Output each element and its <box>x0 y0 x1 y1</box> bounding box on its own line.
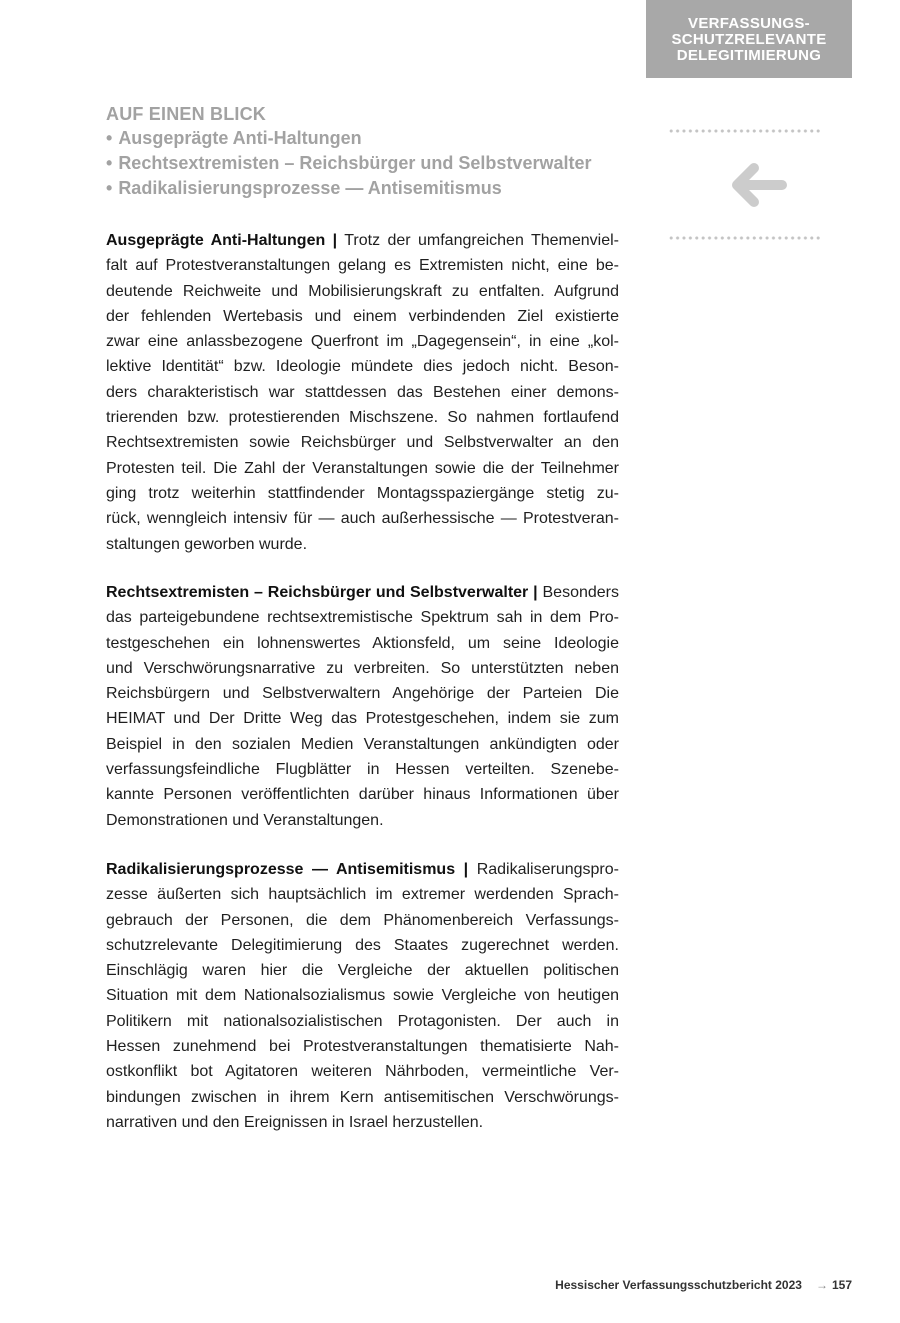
at-a-glance-item <box>106 151 626 176</box>
paragraph-line: staltungen geworben wurde. <box>106 535 308 553</box>
at-a-glance-item-text: Radikalisierungsprozesse — Antisemitismus <box>118 178 502 198</box>
page-number: 157 <box>831 1278 852 1292</box>
paragraph-line: deutende Reichweite und Mobilisierungskraft zu entfalten. Aufgrund <box>106 282 619 300</box>
paragraph-line: schutzrelevante Delegitimierung des Staates zugerechnet werden. <box>106 936 619 954</box>
paragraph-line: ging trotz weiterhin stattfindender Montagsspaziergänge stetig zu- <box>106 484 619 502</box>
publication-title: Hessischer Verfassungsschutzbericht 2023 <box>555 1278 802 1292</box>
at-a-glance-item <box>106 126 626 151</box>
page-footer <box>555 1278 852 1292</box>
paragraph-line: narrativen und den Ereignissen in Israel herzustellen. <box>106 1113 484 1131</box>
at-a-glance-title: AUF EINEN BLICK <box>106 104 266 124</box>
paragraph-line: Reichsbürgern und Selbstverwaltern Angehörige der Parteien Die <box>106 685 619 703</box>
paragraph-line: und Verschwörungsnarrative zu verbreiten. So unterstützten neben <box>106 659 619 677</box>
paragraph-line: Demonstrationen und Veranstaltungen. <box>106 811 384 829</box>
paragraph-line: zesse äußerten sich hauptsächlich im extremer werdenden Sprach- <box>106 886 619 904</box>
paragraph-line: falt auf Protestveranstaltungen gelang es Extremisten nicht, eine be- <box>106 257 619 275</box>
paragraph-line: Rechtsextremisten sowie Reichsbürger und Selbstverwalter an den <box>106 434 619 452</box>
paragraph-line: trierenden bzw. protestierenden Mischszene. So nahmen fortlaufend <box>106 409 619 427</box>
paragraph-line: Radikalisierungsprozesse — Antisemitismus | Radikaliserungspro- <box>106 861 619 878</box>
section-radikalisierung <box>106 857 619 1135</box>
section-lead: Radikalisierungsprozesse — Antisemitismus | <box>106 861 469 878</box>
paragraph-line: verfassungsfeindliche Flugblätter in Hessen verteilten. Szenebe- <box>106 761 619 779</box>
section-lead: Rechtsextremisten – Reichsbürger und Selbstverwalter | <box>106 584 538 601</box>
paragraph-line: Einschlägig waren hier die Vergleiche der aktuellen politischen <box>106 962 619 980</box>
bullet-icon: • <box>106 153 113 173</box>
chapter-tab-line-1: VERFASSUNGS- <box>688 15 810 32</box>
paragraph-line: Politikern mit nationalsozialistischen Protagonisten. Der auch in <box>106 1012 619 1030</box>
dotted-divider-bottom <box>668 236 822 240</box>
bullet-icon: • <box>106 178 113 198</box>
paragraph-line: der fehlenden Wertebasis und einem verbindenden Ziel existierte <box>106 307 619 325</box>
left-arrow-icon <box>724 160 790 210</box>
right-arrow-icon: → <box>815 1278 828 1292</box>
paragraph-line: lektive Identität“ bzw. Ideologie mündete dies jedoch nicht. Beson- <box>106 358 619 376</box>
section-rechtsextremisten <box>106 580 619 833</box>
paragraph-line: gebrauch der Personen, die dem Phänomenbereich Verfassungs- <box>106 911 619 929</box>
chapter-tab-line-3: DELEGITIMIERUNG <box>676 47 822 64</box>
dotted-divider-top <box>668 129 822 133</box>
paragraph-line: bindungen zwischen in ihrem Kern antisemitischen Verschwörungs- <box>106 1088 619 1106</box>
paragraph-line: kannte Personen veröffentlichten darüber hinaus Informationen über <box>106 786 619 804</box>
paragraph-line: das parteigebundene rechtsextremistische Spektrum sah in dem Pro- <box>106 609 619 627</box>
at-a-glance-box <box>106 102 626 201</box>
at-a-glance-item <box>106 176 626 201</box>
paragraph-line: zwar eine anlassbezogene Querfront im „Dagegensein“, in eine „kol- <box>106 333 619 351</box>
paragraph-line: ostkonflikt bot Agitatoren weiteren Nährboden, vermeintliche Ver- <box>106 1063 619 1081</box>
chapter-tab <box>646 0 852 78</box>
at-a-glance-item-text: Ausgeprägte Anti-Haltungen <box>118 128 362 148</box>
bullet-icon: • <box>106 128 113 148</box>
section-anti-haltungen <box>106 228 619 557</box>
section-lead: Ausgeprägte Anti-Haltungen | <box>106 232 338 249</box>
chapter-tab-line-2: SCHUTZRELEVANTE <box>671 31 827 48</box>
paragraph-line: Situation mit dem Nationalsozialismus sowie Vergleiche von heutigen <box>106 987 619 1005</box>
paragraph-line: Hessen zunehmend bei Protestveranstaltungen thematisierte Nah- <box>106 1038 619 1056</box>
paragraph-line: rück, wenngleich intensiv für — auch außerhessische — Protestveran- <box>106 510 619 528</box>
paragraph-line: testgeschehen ein lohnenswertes Aktionsfeld, um seine Ideologie <box>106 634 619 652</box>
at-a-glance-item-text: Rechtsextremisten – Reichsbürger und Selbstverwalter <box>118 153 592 173</box>
paragraph-line: Beispiel in den sozialen Medien Veranstaltungen ankündigten oder <box>106 735 619 753</box>
at-a-glance-list <box>106 126 626 201</box>
paragraph-line: Protesten teil. Die Zahl der Veranstaltungen sowie die der Teilnehmer <box>106 459 619 477</box>
paragraph-line: ders charakteristisch war stattdessen das Bestehen einer demons- <box>106 383 619 401</box>
paragraph-line: Rechtsextremisten – Reichsbürger und Selbstverwalter | Besonders <box>106 584 619 601</box>
paragraph-line: HEIMAT und Der Dritte Weg das Protestgeschehen, indem sie zum <box>106 710 619 728</box>
paragraph-line: Ausgeprägte Anti-Haltungen | Trotz der umfangreichen Themenviel- <box>106 232 619 249</box>
